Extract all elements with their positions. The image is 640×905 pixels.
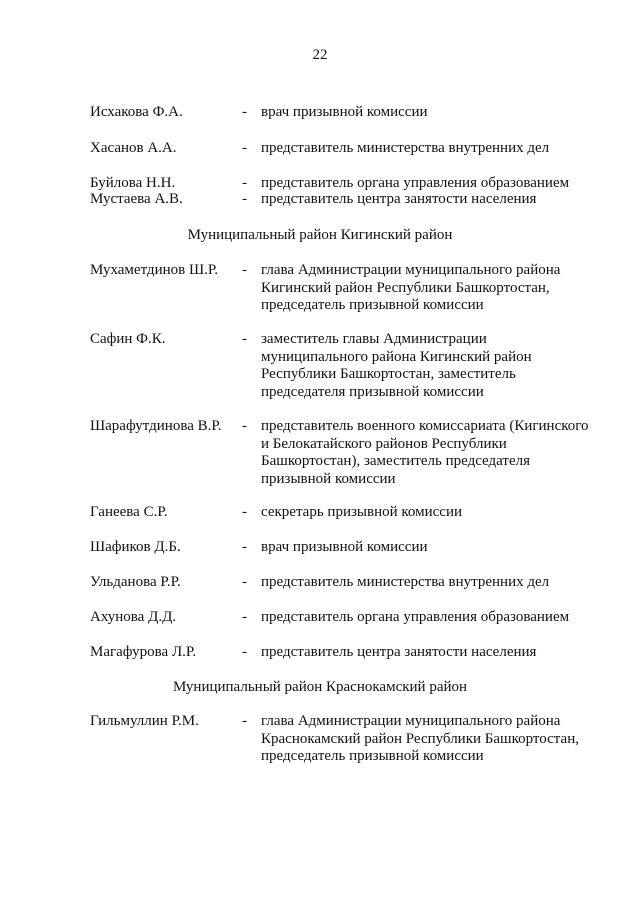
member-dash: -	[242, 140, 247, 156]
section-heading: Муниципальный район Кигинский район	[187, 227, 453, 243]
member-name: Хасанов А.А.	[90, 140, 177, 156]
member-role: заместитель главы Администрации муниципального района Кигинский район Республики Башкортостан, заместитель председателя призывной комиссии	[261, 331, 532, 400]
member-name: Шарафутдинова В.Р.	[90, 418, 222, 434]
member-role: представитель министерства внутренних дел	[261, 140, 550, 156]
member-role: представитель центра занятости населения	[261, 644, 537, 660]
member-name: Ульданова Р.Р.	[90, 574, 181, 590]
member-role: представитель органа управления образованием	[261, 609, 570, 625]
member-name: Гильмуллин Р.М.	[90, 713, 199, 729]
member-role: секретарь призывной комиссии	[261, 504, 463, 520]
member-name: Мухаметдинов Ш.Р.	[90, 262, 219, 278]
member-name: Мустаева А.В.	[90, 191, 183, 207]
member-role: врач призывной комиссии	[261, 104, 428, 120]
member-dash: -	[242, 104, 247, 120]
member-role: представитель центра занятости населения	[261, 191, 537, 207]
member-name: Ганеева С.Р.	[90, 504, 168, 520]
member-dash: -	[242, 539, 247, 555]
member-dash: -	[242, 609, 247, 625]
member-role: глава Администрации муниципального района Кигинский район Республики Башкортостан, председатель призывной комиссии	[261, 262, 561, 313]
section-heading: Муниципальный район Краснокамский район	[172, 679, 468, 695]
member-dash: -	[242, 713, 247, 729]
member-dash: -	[242, 262, 247, 278]
member-role: представитель министерства внутренних дел	[261, 574, 550, 590]
member-dash: -	[242, 191, 247, 207]
member-name: Магафурова Л.Р.	[90, 644, 197, 660]
page-number: 22	[312, 47, 328, 63]
member-dash: -	[242, 175, 247, 191]
member-name: Сафин Ф.К.	[90, 331, 166, 347]
member-dash: -	[242, 504, 247, 520]
member-role: врач призывной комиссии	[261, 539, 428, 555]
member-role: представитель военного комиссариата (Кигинского и Белокатайского районов Республики Башкортостан), заместитель председателя призывной комиссии	[261, 418, 589, 487]
member-name: Исхакова Ф.А.	[90, 104, 183, 120]
member-name: Шафиков Д.Б.	[90, 539, 181, 555]
member-dash: -	[242, 418, 247, 434]
member-role: глава Администрации муниципального района Краснокамский район Республики Башкортостан, председатель призывной комиссии	[261, 713, 579, 764]
member-dash: -	[242, 331, 247, 347]
member-name: Буйлова Н.Н.	[90, 175, 176, 191]
member-role: представитель органа управления образованием	[261, 175, 570, 191]
member-name: Ахунова Д.Д.	[90, 609, 177, 625]
member-dash: -	[242, 644, 247, 660]
member-dash: -	[242, 574, 247, 590]
